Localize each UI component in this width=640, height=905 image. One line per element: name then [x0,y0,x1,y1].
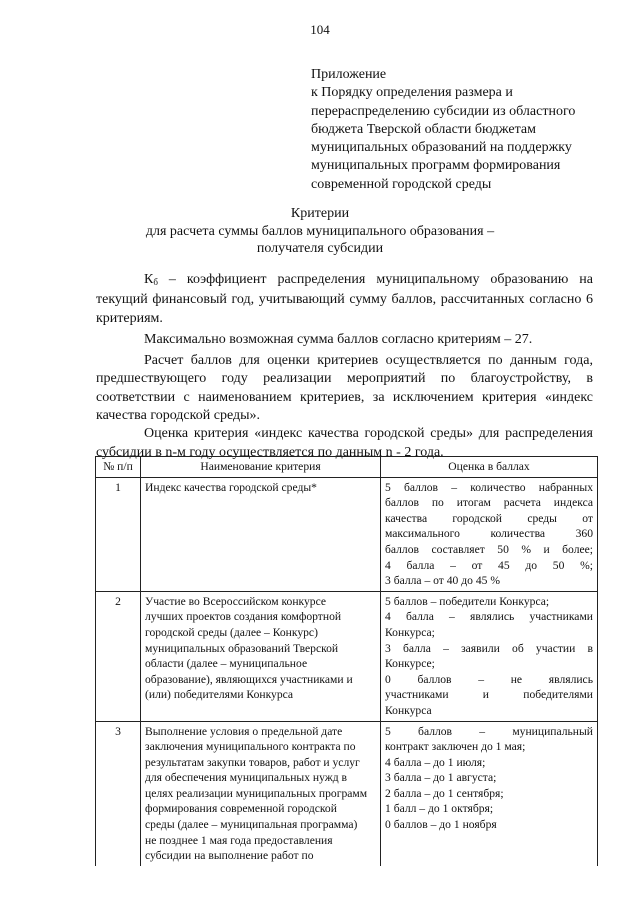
appendix-line: к Порядку определения размера и [311,85,513,101]
score-line: 2 балла – до 1 сентября; [385,786,504,800]
paragraph-index-evaluation: Оценка критерия «индекс качества городской среды» для распределения субсидии в n-м году осуществляется по данным n - 2 года. [96,426,593,460]
score-line: 5 баллов – муниципальный [385,724,593,738]
score-line: 0 баллов – до 1 ноября [385,818,497,832]
appendix-line: бюджета Тверской области бюджетам [311,121,536,137]
appendix-line: муниципальных образований на поддержку [311,140,572,156]
criterion-line: (или) победителями Конкурса [145,688,294,702]
table-row [96,477,598,591]
criterion-line: Индекс качества городской среды* [145,480,317,494]
title-line: получателя субсидии [256,241,384,256]
criterion-line: муниципальных образований Тверской [145,641,339,655]
score-line: баллов составляет 50 % и более; [385,542,593,556]
score-line: Конкурсе; [385,657,435,671]
score-line: Конкурса [385,703,432,717]
row-score [381,591,598,721]
paragraph-max-score: Максимально возможная сумма баллов согласно критериям – 27. [144,331,533,347]
row-score [381,721,598,866]
score-line: 3 балла – до 1 августа; [385,771,497,785]
page-number: 104 [310,22,330,37]
document-title [0,205,640,258]
criterion-line: субсидии на выполнение работ по [145,849,314,863]
criterion-line: целях реализации муниципальных программ [145,786,368,800]
appendix-line: перераспределению субсидии из областного [311,103,576,119]
header-name: Наименование критерия [141,457,381,478]
criteria-table [95,456,598,866]
score-line: 5 баллов – количество набранных [385,480,593,494]
criterion-line: не позднее 1 мая года предоставления [145,833,333,847]
score-line: 4 балла – от 45 до 50 %; [385,558,593,572]
appendix-line: современной городской среды [311,176,492,192]
row-num: 3 [96,721,141,866]
score-line: 5 баллов – победители Конкурса; [385,594,550,608]
coefficient-text: – коэффициент распределения муниципальному образованию на текущий финансовый год, учитывающий сумму баллов, рассчитанных согласно 6 критериям. [96,272,593,326]
coefficient-subscript: б [153,277,158,287]
score-line: максимального количества 360 [385,527,593,541]
body-text [96,271,593,462]
paragraph-coefficient [96,271,593,328]
criterion-line: городской среды (далее – Конкурс) [145,625,318,639]
score-line: качества городской среды от [385,511,593,525]
score-line: 3 балла – заявили об участии в [385,641,593,655]
score-line: 0 баллов – не являлись [385,672,593,686]
score-line: 4 балла – являлись участниками [385,610,593,624]
paragraph-calculation: Расчет баллов для оценки критериев осуществляется по данным года, предшествующего году реализации мероприятий по благоустройству, в соответствии с наименованием критериев, за исключением критерия «индекс качества городской среды». [96,353,593,424]
table-row [96,591,598,721]
score-line: 4 балла – до 1 июля; [385,755,486,769]
score-line: баллов по итогам расчета индекса [385,496,593,510]
row-criterion [141,721,381,866]
table-row [96,721,598,866]
row-score [381,477,598,591]
header-score: Оценка в баллах [381,457,598,478]
coefficient-symbol: К [144,272,154,287]
appendix-line: Приложение [311,67,387,82]
score-line: контракт заключен до 1 мая; [385,740,526,754]
criterion-line: заключения муниципального контракта по [145,740,356,754]
score-line: участниками и победителями [385,688,593,702]
row-num: 2 [96,591,141,721]
row-num: 1 [96,477,141,591]
score-line: Конкурса; [385,625,435,639]
score-line: 3 балла – от 40 до 45 % [385,574,500,588]
title-line: Критерии [290,206,350,221]
criterion-line: образование), являющихся участниками и [145,672,353,686]
criterion-line: формирования современной городской [145,802,337,816]
criterion-line: результатам закупки товаров, работ и услуг [145,755,360,769]
criterion-line: среды (далее – муниципальная программа) [145,818,358,832]
row-criterion [141,591,381,721]
table-header-row [96,457,598,478]
criterion-line: Выполнение условия о предельной дате [145,724,343,738]
title-line: для расчета суммы баллов муниципального образования – [145,223,495,239]
criterion-line: области (далее – муниципальное [145,657,308,671]
score-line: 1 балл – до 1 октября; [385,802,494,816]
criterion-line: для обеспечения муниципальных нужд в [145,771,348,785]
appendix-line: муниципальных программ формирования [311,158,561,174]
row-criterion [141,477,381,591]
criterion-line: лучших проектов создания комфортной [145,610,342,624]
header-num: № п/п [96,457,141,478]
criterion-line: Участие во Всероссийском конкурсе [145,594,327,608]
appendix-header [311,66,611,194]
